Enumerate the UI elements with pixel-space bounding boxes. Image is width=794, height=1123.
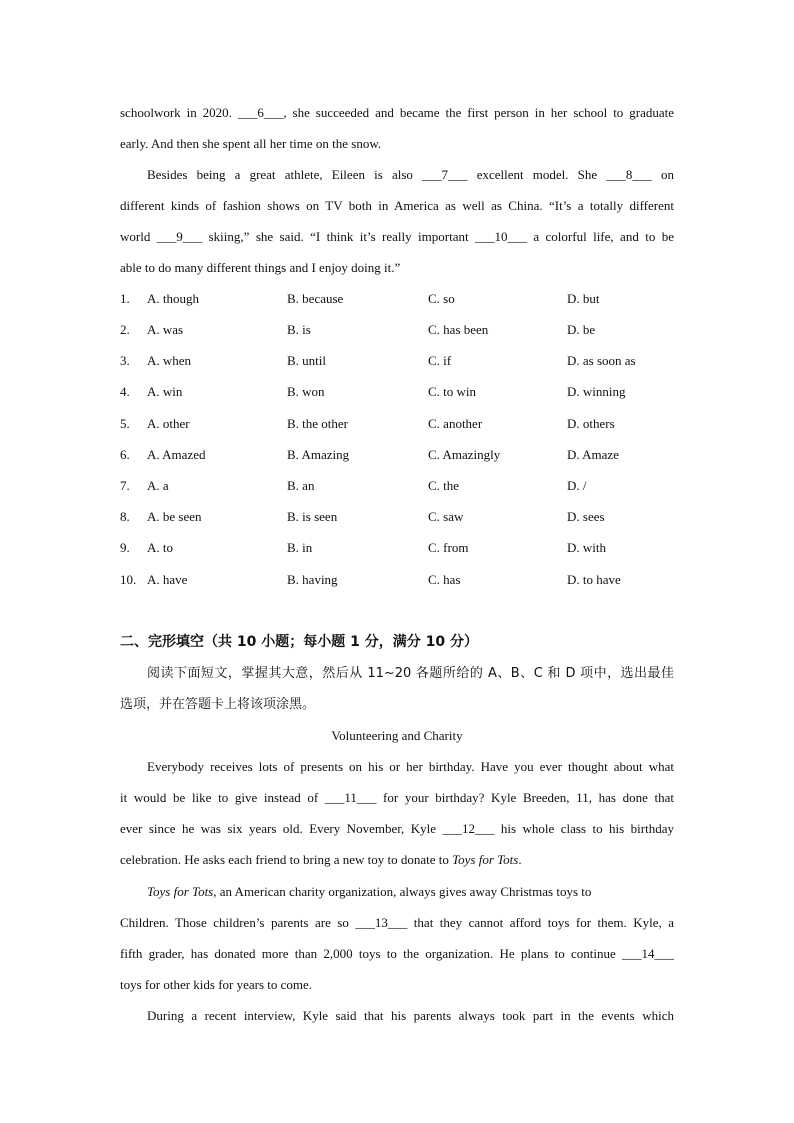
option-d: D. as soon as: [567, 353, 636, 368]
option-row: [120, 501, 680, 532]
option-c: C. saw: [428, 509, 464, 524]
option-b: B. in: [287, 540, 313, 555]
question-number: 6.: [120, 447, 130, 462]
option-b: B. the other: [287, 416, 349, 431]
option-a: A. though: [147, 291, 199, 306]
option-c: C. has been: [428, 322, 489, 337]
option-a: A. a: [147, 478, 169, 493]
option-row: [120, 408, 680, 439]
question-number: 7.: [120, 478, 130, 493]
option-b: B. until: [287, 353, 327, 368]
option-a: A. have: [147, 572, 188, 587]
option-row: [120, 564, 680, 595]
option-b: B. is: [287, 322, 311, 337]
option-d: D. to have: [567, 572, 621, 587]
option-d: D. /: [567, 478, 587, 493]
passage-line: able to do many different things and I enjoy doing it.”: [120, 260, 401, 275]
option-row: [120, 314, 680, 345]
passage-line: [120, 844, 674, 875]
option-row: [120, 532, 680, 563]
option-b: B. having: [287, 572, 338, 587]
question-number: 1.: [120, 291, 130, 306]
passage-line: toys for other kids for years to come.: [120, 977, 313, 992]
passage-line: fifth grader, has donated more than 2,000 toys to the organization. He plans to continue ___14___: [120, 946, 674, 961]
option-c: C. has: [428, 572, 461, 587]
option-d: D. Amaze: [567, 447, 619, 462]
option-b: B. is seen: [287, 509, 338, 524]
option-b: B. an: [287, 478, 315, 493]
option-row: [120, 283, 680, 314]
option-a: A. was: [147, 322, 184, 337]
option-a: A. when: [147, 353, 192, 368]
instruction-line: 选项，并在答题卡上将该项涂黑。: [120, 697, 316, 712]
passage-title: Volunteering and Charity: [331, 728, 463, 743]
option-row: [120, 470, 680, 501]
section-heading: 二、完形填空（共 10 小题；每小题 1 分，满分 10 分）: [120, 634, 478, 650]
option-row: [120, 439, 680, 470]
option-row: [120, 345, 680, 376]
passage-line: Children. Those children’s parents are so ___13___ that they cannot afford toys for them. Kyle, a: [120, 915, 674, 930]
option-d: D. winning: [567, 384, 626, 399]
organization-name: Toys for Tots: [147, 884, 214, 899]
option-b: B. Amazing: [287, 447, 350, 462]
passage-line: Everybody receives lots of presents on his or her birthday. Have you ever thought about what: [147, 759, 674, 774]
option-a: A. to: [147, 540, 173, 555]
question-number: 5.: [120, 416, 130, 431]
option-d: D. sees: [567, 509, 605, 524]
option-d: D. be: [567, 322, 596, 337]
option-row: [120, 376, 680, 407]
option-c: C. if: [428, 353, 452, 368]
passage-line: early. And then she spent all her time on the snow.: [120, 136, 382, 151]
option-c: C. so: [428, 291, 455, 306]
passage-line: world ___9___ skiing,” she said. “I think it’s really important ___10___ a colorful life, and to be: [120, 229, 674, 244]
option-d: D. but: [567, 291, 600, 306]
option-c: C. Amazingly: [428, 447, 501, 462]
option-b: B. because: [287, 291, 344, 306]
option-a: A. other: [147, 416, 190, 431]
option-d: D. with: [567, 540, 606, 555]
option-a: A. be seen: [147, 509, 202, 524]
passage-line: schoolwork in 2020. ___6___, she succeeded and became the first person in her school to graduate: [120, 105, 674, 120]
option-c: C. the: [428, 478, 460, 493]
passage-line: it would be like to give instead of ___11___ for your birthday? Kyle Breeden, 11, has done that: [120, 790, 674, 805]
option-a: A. Amazed: [147, 447, 206, 462]
instruction-line: 阅读下面短文，掌握其大意，然后从 11~20 各题所给的 A、B、C 和 D 项中，选出最佳: [147, 666, 674, 681]
passage-line: [147, 876, 674, 907]
option-c: C. to win: [428, 384, 477, 399]
option-b: B. won: [287, 384, 325, 399]
question-number: 3.: [120, 353, 130, 368]
question-number: 10.: [120, 572, 137, 587]
question-number: 9.: [120, 540, 130, 555]
passage-text: , an American charity organization, always gives away Christmas toys to: [213, 884, 592, 899]
passage-line: ever since he was six years old. Every November, Kyle ___12___ his whole class to his birthday: [120, 821, 674, 836]
option-c: C. another: [428, 416, 483, 431]
passage-line: During a recent interview, Kyle said that his parents always took part in the events which: [147, 1008, 674, 1023]
option-c: C. from: [428, 540, 469, 555]
question-number: 2.: [120, 322, 130, 337]
organization-name: Toys for Tots: [452, 852, 519, 867]
question-number: 4.: [120, 384, 130, 399]
passage-line: Besides being a great athlete, Eileen is also ___7___ excellent model. She ___8___ on: [147, 167, 674, 182]
question-number: 8.: [120, 509, 130, 524]
punctuation: .: [518, 852, 522, 867]
option-a: A. win: [147, 384, 183, 399]
option-d: D. others: [567, 416, 615, 431]
passage-line: different kinds of fashion shows on TV both in America as well as China. “It’s a totally different: [120, 198, 674, 213]
passage-text: celebration. He asks each friend to bring a new toy to donate to: [120, 852, 453, 867]
